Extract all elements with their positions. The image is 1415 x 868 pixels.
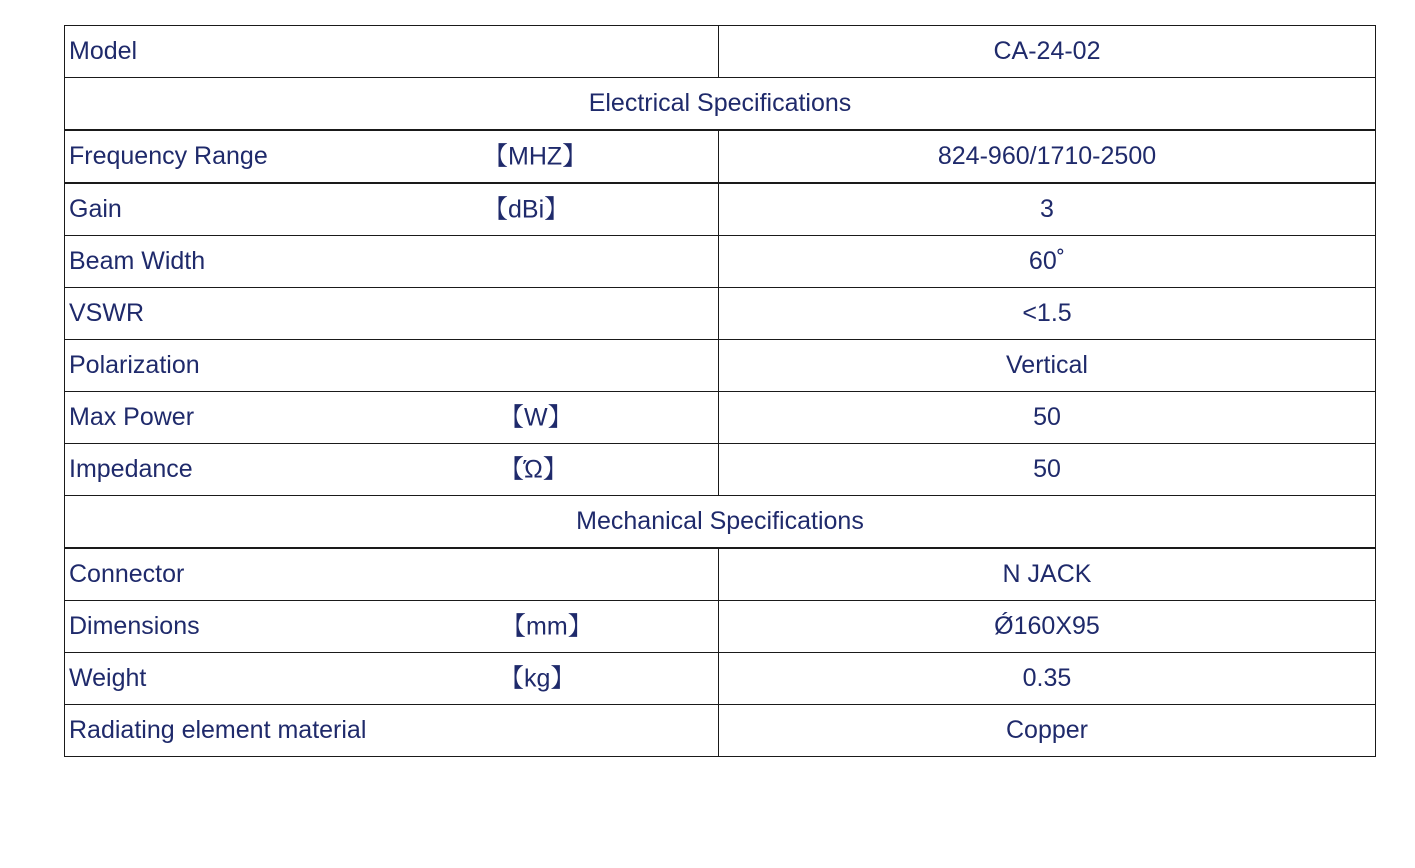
radiating-element-material-value: Copper [719,705,1376,757]
max-power-label: Max Power [69,403,195,431]
dimensions-unit: 【mm】 [501,612,593,640]
polarization-label: Polarization [69,351,200,379]
table-row-radiating-element-material [65,705,1376,757]
dimensions-label-cell [65,601,719,653]
table-row-vswr [65,288,1376,340]
impedance-label-cell [65,444,719,496]
radiating-element-material-label: Radiating element material [69,716,367,744]
impedance-unit: 【Ώ】 [499,455,568,483]
gain-label-cell [65,183,719,236]
impedance-label: Impedance [69,455,193,483]
model-value: CA-24-02 [719,26,1376,78]
table-row-connector [65,548,1376,601]
connector-value: N JACK [719,548,1376,601]
dimensions-label: Dimensions [69,612,200,640]
polarization-label-cell [65,340,719,392]
beam-width-value: 60˚ [719,236,1376,288]
vswr-label: VSWR [69,299,144,327]
table-row-beam-width [65,236,1376,288]
table-row-polarization [65,340,1376,392]
dimensions-value: Ǿ160X95 [719,601,1376,653]
section-header-electrical [65,78,1376,131]
table-row-impedance [65,444,1376,496]
weight-value: 0.35 [719,653,1376,705]
table-row-frequency-range [65,130,1376,183]
gain-value: 3 [719,183,1376,236]
impedance-value: 50 [719,444,1376,496]
radiating-element-material-label-cell [65,705,719,757]
section-header-mechanical [65,496,1376,549]
max-power-unit: 【W】 [499,403,573,431]
model-label-cell [65,26,719,78]
max-power-value: 50 [719,392,1376,444]
connector-label-cell [65,548,719,601]
table-row-max-power [65,392,1376,444]
gain-label: Gain [69,195,122,223]
polarization-value: Vertical [719,340,1376,392]
table-row-gain [65,183,1376,236]
beam-width-label: Beam Width [69,247,206,275]
model-label: Model [69,37,138,65]
electrical-specifications-heading: Electrical Specifications [65,78,1376,131]
table-row-dimensions [65,601,1376,653]
beam-width-label-cell [65,236,719,288]
gain-unit: 【dBi】 [483,195,570,223]
weight-label-cell [65,653,719,705]
connector-label: Connector [69,560,185,588]
frequency-range-unit: 【MHZ】 [483,142,588,170]
vswr-label-cell [65,288,719,340]
table-row-weight [65,653,1376,705]
weight-label: Weight [69,664,147,692]
mechanical-specifications-heading: Mechanical Specifications [65,496,1376,549]
table-row-model [65,26,1376,78]
weight-unit: 【kg】 [499,664,576,692]
frequency-range-value: 824-960/1710-2500 [719,130,1376,183]
frequency-range-label-cell [65,130,719,183]
max-power-label-cell [65,392,719,444]
specifications-table [64,25,1376,757]
vswr-value: <1.5 [719,288,1376,340]
frequency-range-label: Frequency Range [69,142,268,170]
